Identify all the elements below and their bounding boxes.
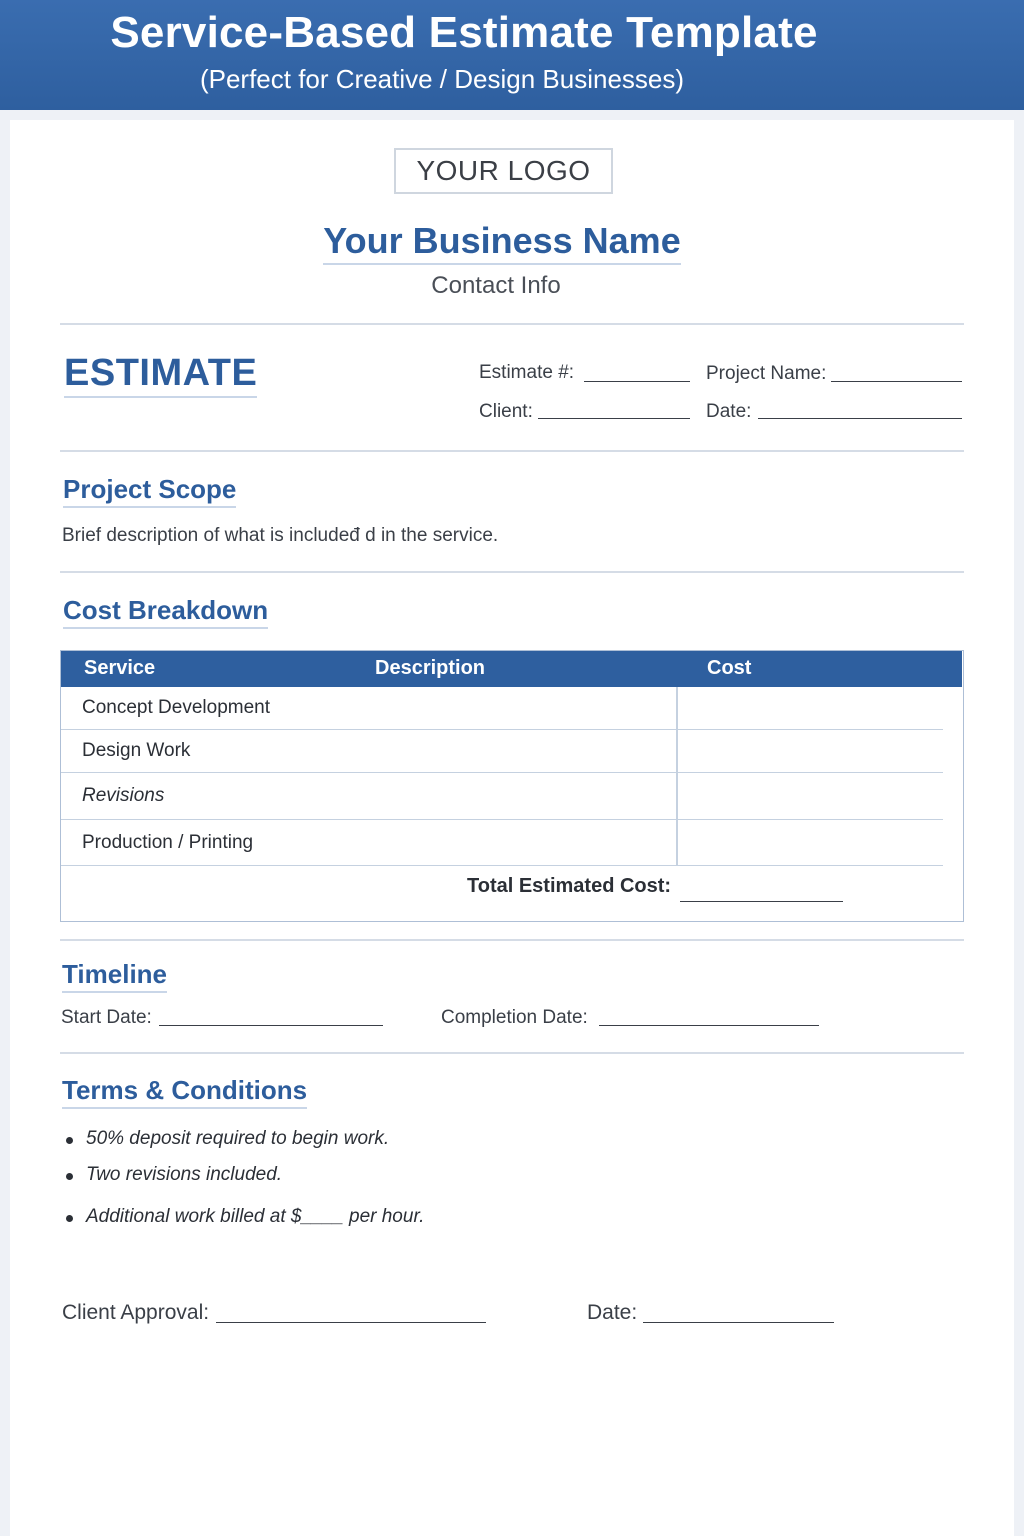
- total-cost-field[interactable]: [680, 901, 843, 902]
- client-label: Client:: [479, 401, 533, 422]
- client-approval-field[interactable]: [216, 1322, 486, 1323]
- estimate-sheet: [10, 120, 1014, 1536]
- project-name-field[interactable]: [831, 381, 962, 382]
- column-header-service: Service: [84, 657, 156, 679]
- term-text: 50% deposit required to begin work.: [86, 1128, 390, 1149]
- service-cell: Revisions: [82, 785, 165, 806]
- service-cell: Design Work: [82, 740, 191, 761]
- term-text: Two revisions included.: [86, 1164, 283, 1185]
- completion-date-label: Completion Date:: [441, 1007, 588, 1028]
- terms-list: [62, 1128, 424, 1228]
- divider: [60, 939, 964, 941]
- page-subtitle: (Perfect for Creative / Design Businesses): [199, 64, 685, 94]
- logo-placeholder: YOUR LOGO: [394, 148, 613, 194]
- start-date-label: Start Date:: [61, 1007, 152, 1028]
- business-name-text: Your Business Name: [323, 220, 680, 265]
- cost-cell-divider: [676, 820, 678, 865]
- list-item: [62, 1128, 424, 1150]
- divider: [60, 1052, 964, 1054]
- divider: [60, 323, 964, 325]
- completion-date-field[interactable]: [599, 1025, 819, 1026]
- project-name-label: Project Name:: [706, 363, 827, 384]
- contact-info: Contact Info: [431, 272, 561, 299]
- service-cell: Production / Printing: [82, 832, 254, 853]
- estimate-heading: ESTIMATE: [64, 352, 257, 398]
- column-header-description: Description: [375, 657, 486, 679]
- date-label: Date:: [706, 401, 752, 422]
- term-text: Additional work billed at $____ per hour.: [86, 1206, 425, 1227]
- business-name: [10, 220, 994, 262]
- list-item: [62, 1164, 424, 1186]
- cost-cell-divider: [676, 687, 678, 729]
- date-field[interactable]: [758, 418, 962, 419]
- service-cell: Concept Development: [82, 697, 270, 718]
- terms-heading: Terms & Conditions: [62, 1075, 307, 1109]
- project-scope-text: Brief description of what is includeđ d in the service.: [62, 525, 499, 546]
- table-row[interactable]: [61, 730, 943, 773]
- divider: [60, 450, 964, 452]
- estimate-number-label: Estimate #:: [479, 362, 575, 383]
- table-header: [61, 651, 962, 687]
- page-title: Service-Based Estimate Template: [110, 8, 818, 57]
- estimate-number-field[interactable]: [584, 381, 690, 382]
- list-item: [62, 1206, 424, 1228]
- cost-breakdown-heading: Cost Breakdown: [63, 595, 268, 629]
- approval-date-label: Date:: [587, 1301, 638, 1324]
- approval-date-field[interactable]: [643, 1322, 834, 1323]
- divider: [60, 571, 964, 573]
- table-row[interactable]: [61, 687, 943, 730]
- table-row[interactable]: [61, 820, 943, 866]
- title-banner: [0, 0, 1024, 110]
- table-row[interactable]: [61, 773, 943, 820]
- timeline-heading: Timeline: [62, 959, 167, 993]
- cost-cell-divider: [676, 773, 678, 819]
- client-approval-label: Client Approval:: [62, 1301, 210, 1324]
- client-field[interactable]: [538, 418, 690, 419]
- column-header-cost: Cost: [707, 657, 752, 679]
- cost-cell-divider: [676, 730, 678, 772]
- start-date-field[interactable]: [159, 1025, 383, 1026]
- total-cost-label: Total Estimated Cost:: [467, 875, 672, 897]
- cost-table: [60, 650, 964, 922]
- project-scope-heading: Project Scope: [63, 474, 236, 508]
